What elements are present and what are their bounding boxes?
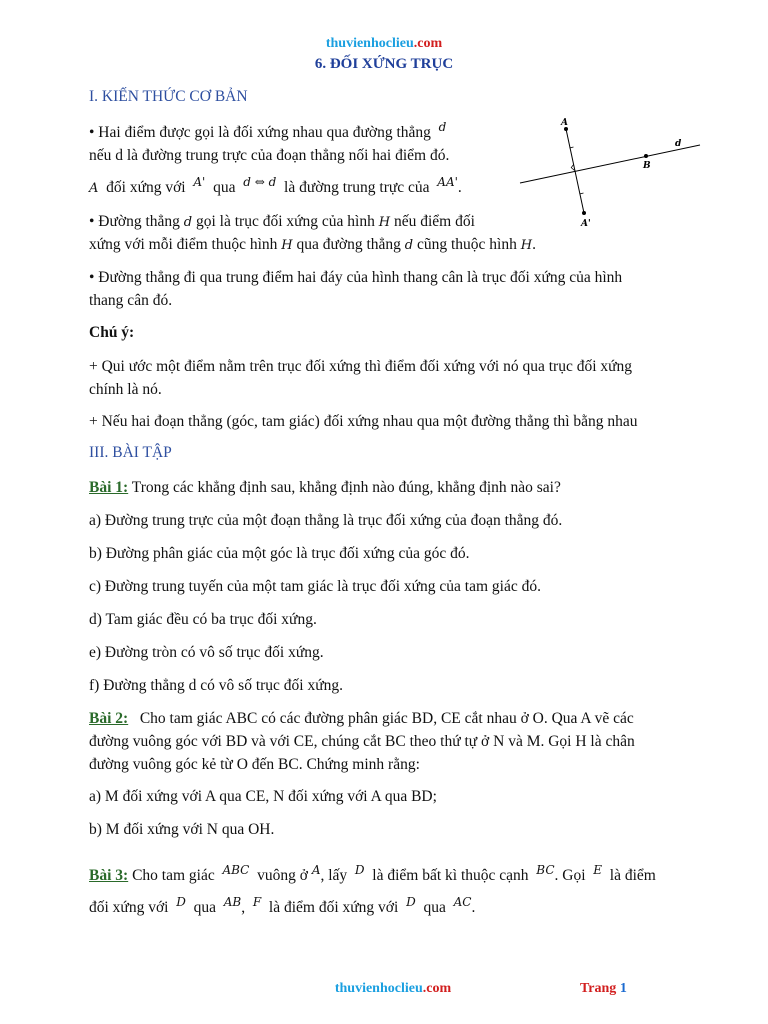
- paragraph-3-line-1: • Đường thẳng d gọi là trục đối xứng của hình H nếu điểm đối: [89, 213, 475, 230]
- header-site: [0, 34, 768, 54]
- point-a-prime: [582, 211, 586, 215]
- page-number: Trang 1: [580, 981, 627, 996]
- exercise-2-line-3: đường vuông góc kẻ từ O đến BC. Chứng minh rằng:: [89, 756, 420, 773]
- axis-line-d: [520, 145, 700, 183]
- page-title: 6. ĐỐI XỨNG TRỤC: [314, 56, 454, 72]
- section-heading-basics: I. KIẾN THỨC CƠ BẢN: [89, 88, 248, 105]
- paragraph-1-line-2: nếu d là đường trung trực của đoạn thẳng nối hai điểm đó.: [89, 147, 450, 164]
- exercise-2-line-1: Bài 2: Cho tam giác ABC có các đường phân giác BD, CE cắt nhau ở O. Qua A vẽ các: [89, 710, 634, 727]
- paragraph-4-line-2: thang cân đó.: [89, 292, 173, 309]
- exercise-1-item: a) Đường trung trực của một đoạn thẳng là trục đối xứng của đoạn thẳng đó.: [89, 512, 563, 529]
- note-heading: Chú ý:: [89, 324, 135, 341]
- paragraph-2: A đối xứng với $^{A'}$ qua $^{d \Leftrightarrow d}$ là đường trung trực của $^{AA'}$.: [89, 175, 462, 196]
- paragraph-1-line-1: • Hai điểm được gọi là đối xứng nhau qua đường thẳng $^d$: [89, 120, 447, 141]
- paragraph-3-line-2: xứng với mỗi điểm thuộc hình H qua đường thẳng d cũng thuộc hình H.: [89, 236, 536, 253]
- exercise-1: Bài 1: Trong các khẳng định sau, khẳng định nào đúng, khẳng định nào sai?: [89, 479, 561, 496]
- note-1-line-1: + Qui ước một điểm nằm trên trục đối xứng thì điểm đối xứng với nó qua trục đối xứng: [89, 358, 633, 375]
- paragraph-4-line-1: • Đường thẳng đi qua trung điểm hai đáy của hình thang cân là trục đối xứng của hình: [89, 269, 623, 286]
- exercise-1-item: b) Đường phân giác của một góc là trục đối xứng của góc đó.: [89, 545, 470, 562]
- site-domain: .com: [413, 36, 443, 51]
- site-name: thuvienhoclieu: [325, 36, 414, 51]
- label-b: B: [643, 161, 651, 171]
- label-a: A: [561, 118, 568, 128]
- label-a-prime: A': [581, 219, 591, 229]
- footer-site: thuvienhoclieu.com: [334, 981, 452, 996]
- exercise-1-item: d) Tam giác đều có ba trục đối xứng.: [89, 611, 317, 628]
- exercise-1-item: e) Đường tròn có vô số trục đối xứng.: [89, 644, 324, 661]
- exercise-3-line-1: Bài 3: Cho tam giác $^{ABC}$ vuông ở $^A$, lấy $^D$ là điểm bất kì thuộc cạnh $^{BC}$. Gọi $^E$ là điểm: [89, 863, 656, 884]
- label-d: d: [675, 139, 682, 149]
- exercise-2-part-a: a) M đối xứng với A qua CE, N đối xứng với A qua BD;: [89, 788, 437, 805]
- exercise-1-item: f) Đường thẳng d có vô số trục đối xứng.: [89, 677, 344, 694]
- segment-aa-prime: [566, 129, 584, 213]
- exercise-1-item: c) Đường trung tuyến của một tam giác là trục đối xứng của tam giác đó.: [89, 578, 541, 595]
- section-heading-exercises: III. BÀI TẬP: [89, 444, 172, 461]
- note-2: + Nếu hai đoạn thẳng (góc, tam giác) đối xứng nhau qua một đường thẳng thì bằng nhau: [89, 413, 638, 430]
- exercise-2-line-2: đường vuông góc với BD và với CE, chúng cắt BC theo thứ tự ở N và M. Gọi H là chân: [89, 733, 635, 750]
- point-b: [644, 154, 648, 158]
- exercise-3-line-2: đối xứng với $^D$ qua $^{AB}$, $^F$ là điểm đối xứng với $^D$ qua $^{AC}$.: [89, 895, 476, 916]
- axial-symmetry-figure: [515, 115, 705, 230]
- exercise-2-part-b: b) M đối xứng với N qua OH.: [89, 821, 275, 838]
- note-1-line-2: chính là nó.: [89, 381, 162, 398]
